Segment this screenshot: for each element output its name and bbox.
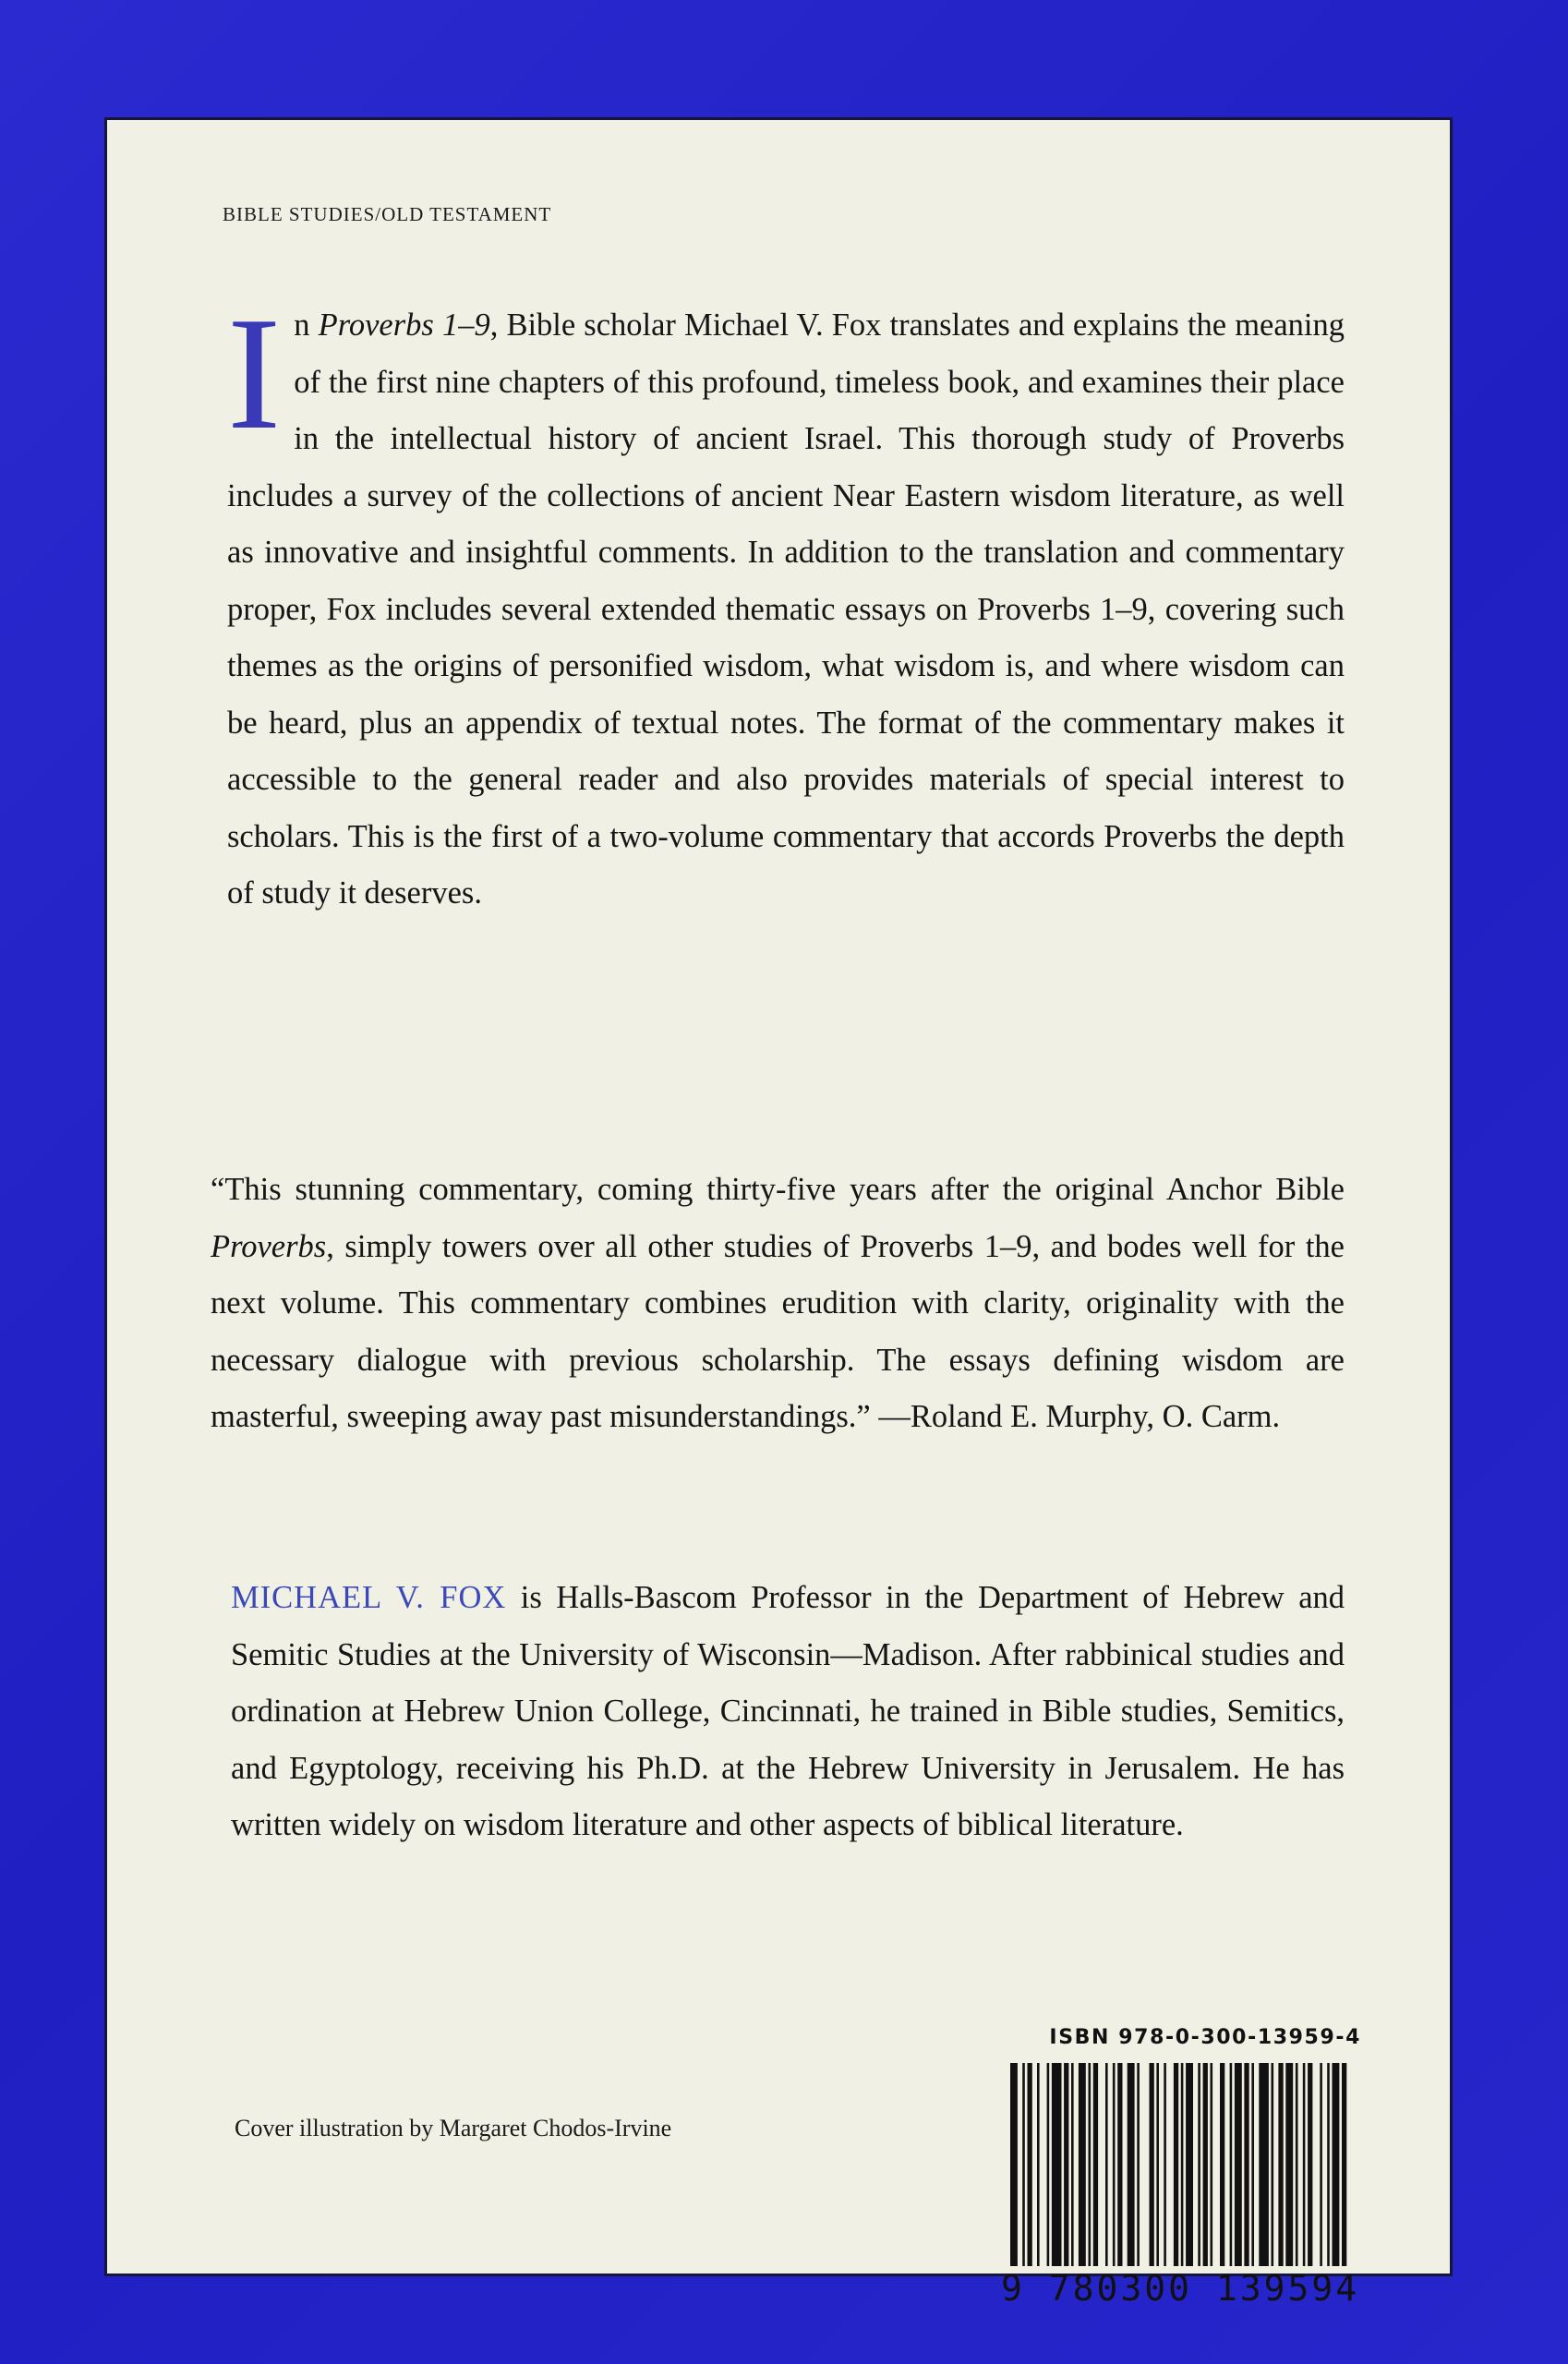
barcode-bar xyxy=(1079,2063,1086,2266)
barcode-bar xyxy=(1105,2063,1108,2266)
barcode-bar xyxy=(1128,2063,1135,2266)
quote-italic-title: Proverbs xyxy=(211,1228,327,1264)
barcode-bar xyxy=(1037,2063,1040,2266)
barcode-bar xyxy=(1156,2063,1159,2266)
barcode-bar xyxy=(1333,2063,1340,2266)
barcode-bar xyxy=(1259,2063,1269,2266)
barcode-bar xyxy=(1235,2063,1242,2266)
author-name: MICHAEL V. FOX xyxy=(231,1580,507,1615)
barcode-bar xyxy=(1272,2063,1274,2266)
barcode-bar xyxy=(1174,2063,1178,2266)
barcode-bar xyxy=(1028,2063,1032,2266)
book-description xyxy=(227,283,1345,923)
isbn-barcode xyxy=(1001,2026,1361,2322)
isbn-label: ISBN 978-0-300-13959-4 xyxy=(1049,2026,1361,2049)
barcode-bar xyxy=(1093,2063,1098,2266)
barcode-bar xyxy=(1320,2063,1322,2266)
description-text: , Bible scholar Michael V. Fox translates and explains the meaning of the first nine chapters of this profound, timeless book, and examines their place in the intellectual history of ancient Israel. This thorough study of Proverbs includes a survey of the collections of ancient Near Eastern wisdom literature, as well as innovative and insightful comments. In addition to the translation and commentary proper, Fox includes several extended thematic essays on Proverbs 1–9, covering such themes as the origins of personified wisdom, what wisdom is, and where wisdom can be heard, plus an appendix of textual notes. The format of the commentary makes it accessible to the general reader and also provides materials of special interest to scholars. This is the first of a two-volume commentary that accords Proverbs the depth of study it deserves. xyxy=(227,308,1345,911)
barcode-bar xyxy=(1064,2063,1068,2266)
barcode-bar xyxy=(1047,2063,1050,2266)
barcode-bar xyxy=(1278,2063,1283,2266)
illustration-credit: Cover illustration by Margaret Chodos-Irvine xyxy=(235,2115,672,2141)
barcode-bar xyxy=(1230,2063,1233,2266)
barcode-bar xyxy=(1203,2063,1208,2266)
description-title: Proverbs 1–9 xyxy=(318,308,490,343)
barcode-bar xyxy=(1342,2063,1346,2266)
barcode-bar xyxy=(1010,2063,1018,2266)
barcode-bar xyxy=(1327,2063,1330,2266)
barcode-bar xyxy=(1285,2063,1293,2266)
category-label: BIBLE STUDIES/OLD TESTAMENT xyxy=(223,203,552,225)
barcode-bar xyxy=(1244,2063,1248,2266)
barcode-bar xyxy=(1220,2063,1224,2266)
endorsement-quote xyxy=(211,1162,1345,1446)
barcode-bar xyxy=(1211,2063,1213,2266)
barcode-bar xyxy=(1296,2063,1298,2266)
quote-part-1: “This stunning commentary, coming thirty-five years after the original Anchor Bible xyxy=(211,1172,1345,1207)
barcode-bar xyxy=(1198,2063,1200,2266)
barcode-bar xyxy=(1022,2063,1025,2266)
barcode-bar xyxy=(1150,2063,1154,2266)
barcode-bars xyxy=(1010,2063,1357,2266)
barcode-bar xyxy=(1186,2063,1193,2266)
quote-part-2: , simply towers over all other studies of Proverbs 1–9, and bodes well for the next volume. This commentary combines erudition with clarity, originality with the necessary dialogue with previous scholarship. The essays defining wisdom are masterful, sweeping away past misunderstandings.” —Roland E. Murphy, O. Carm. xyxy=(211,1228,1345,1434)
barcode-bar xyxy=(1089,2063,1092,2266)
barcode-bar xyxy=(1251,2063,1254,2266)
barcode-bar xyxy=(1308,2063,1312,2266)
barcode-bar xyxy=(1181,2063,1184,2266)
barcode-bar xyxy=(1113,2063,1116,2266)
barcode-bar xyxy=(1117,2063,1122,2266)
barcode-bar xyxy=(1052,2063,1062,2266)
author-bio-text: is Halls-Bascom Professor in the Department of Hebrew and Semitic Studies at the University of Wisconsin—Madison. After rabbinical studies and ordination at Hebrew Union College, Cincinnati, he trained in Bible studies, Semitics, and Egyptology, receiving his Ph.D. at the Hebrew University in Jerusalem. He has written widely on wisdom literature and other aspects of biblical literature. xyxy=(231,1580,1345,1842)
barcode-bar xyxy=(1137,2063,1140,2266)
author-bio xyxy=(231,1570,1345,1854)
drop-cap: I xyxy=(227,283,282,463)
barcode-bar xyxy=(1303,2063,1306,2266)
barcode-bar xyxy=(1164,2063,1166,2266)
description-lead: n xyxy=(294,308,319,343)
barcode-bar xyxy=(1071,2063,1074,2266)
barcode-number: 9 780300 139594 xyxy=(1001,2268,1360,2309)
cover-panel xyxy=(104,117,1453,2309)
